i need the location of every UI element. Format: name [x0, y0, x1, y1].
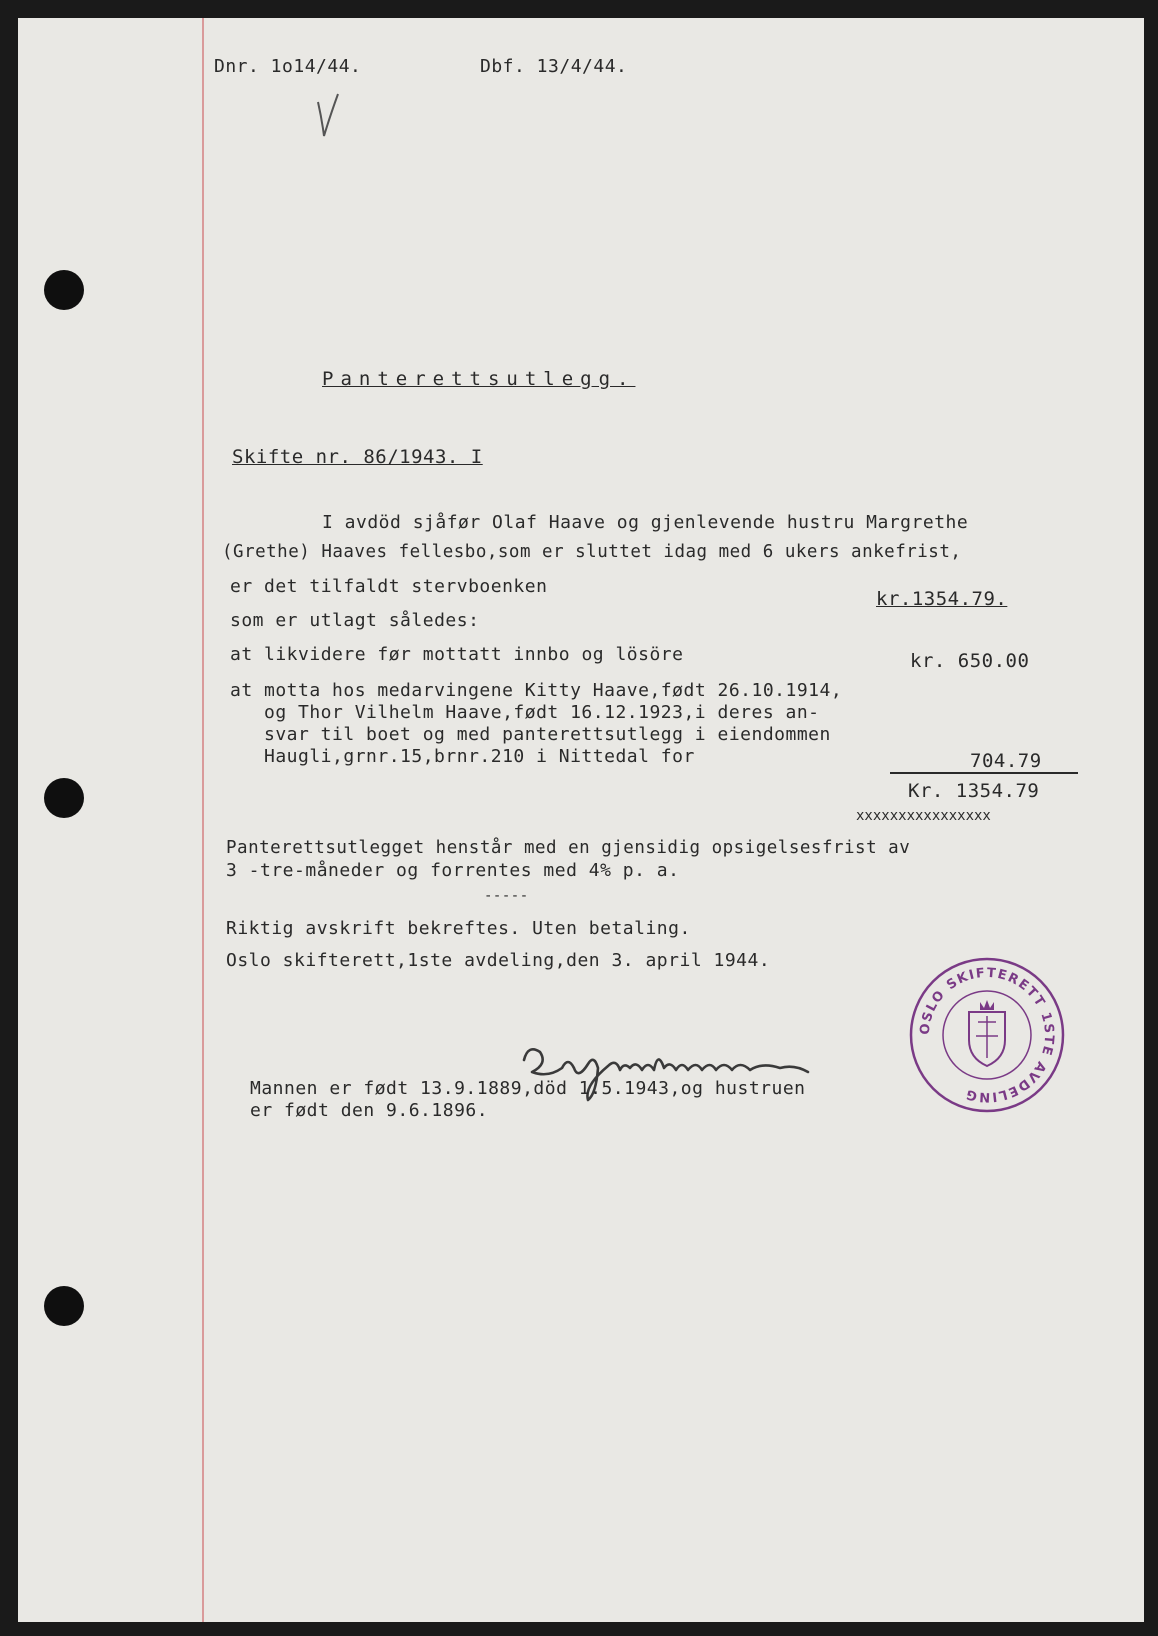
stamp-text: OSLO SKIFTERETT 1STE AVDELING — [917, 965, 1057, 1105]
punch-hole-middle — [44, 778, 84, 818]
intro-line-3: er det tilfaldt stervboenken — [230, 576, 548, 597]
record-date: Dbf. 13/4/44. — [480, 56, 628, 77]
separator: ----- — [484, 888, 529, 904]
document-page — [18, 18, 1144, 1622]
estate-amount: kr.1354.79. — [876, 588, 1008, 610]
sum-rule — [890, 772, 1078, 774]
punch-hole-bottom — [44, 1286, 84, 1326]
note-line-2: er født den 9.6.1896. — [250, 1100, 489, 1121]
intro-line-1: I avdöd sjåfør Olaf Haave og gjenlevende hustru Margrethe — [322, 512, 969, 533]
margin-line — [202, 18, 204, 1622]
journal-number: Dnr. 1o14/44. — [214, 56, 362, 77]
document-title: Panterettsutlegg. — [322, 368, 636, 390]
total-strike-marks: xxxxxxxxxxxxxxxx — [856, 808, 991, 824]
punch-hole-top — [44, 270, 84, 310]
item-1-amount: kr. 650.00 — [910, 650, 1030, 672]
terms-line-2: 3 -tre-måneder og forrentes med 4% p. a. — [226, 860, 680, 881]
total-amount: Kr. 1354.79 — [908, 780, 1040, 802]
item-2-line-2: og Thor Vilhelm Haave,født 16.12.1923,i deres an- — [264, 702, 820, 723]
case-number: Skifte nr. 86/1943. I — [232, 446, 483, 468]
check-mark-icon — [314, 86, 344, 146]
intro-line-2: (Grethe) Haaves fellesbo,som er sluttet idag med 6 ukers ankefrist, — [222, 542, 962, 562]
certification: Riktig avskrift bekreftes. Uten betaling. — [226, 918, 691, 939]
item-2-line-3: svar til boet og med panterettsutlegg i eiendommen — [264, 724, 831, 745]
allotted-heading: som er utlagt således: — [230, 610, 480, 631]
item-2-amount: 704.79 — [970, 750, 1042, 772]
item-1-text: at likvidere før mottatt innbo og lösöre — [230, 644, 684, 665]
court-stamp — [906, 954, 1068, 1116]
note-line-1: Mannen er født 13.9.1889,död 1.5.1943,og hustruen — [250, 1078, 806, 1099]
item-2-line-4: Haugli,grnr.15,brnr.210 i Nittedal for — [264, 746, 695, 767]
place-and-date: Oslo skifterett,1ste avdeling,den 3. april 1944. — [226, 950, 771, 971]
item-2-line-1: at motta hos medarvingene Kitty Haave,født 26.10.1914, — [230, 680, 843, 701]
terms-line-1: Panterettsutlegget henstår med en gjensidig opsigelsesfrist av — [226, 838, 911, 858]
